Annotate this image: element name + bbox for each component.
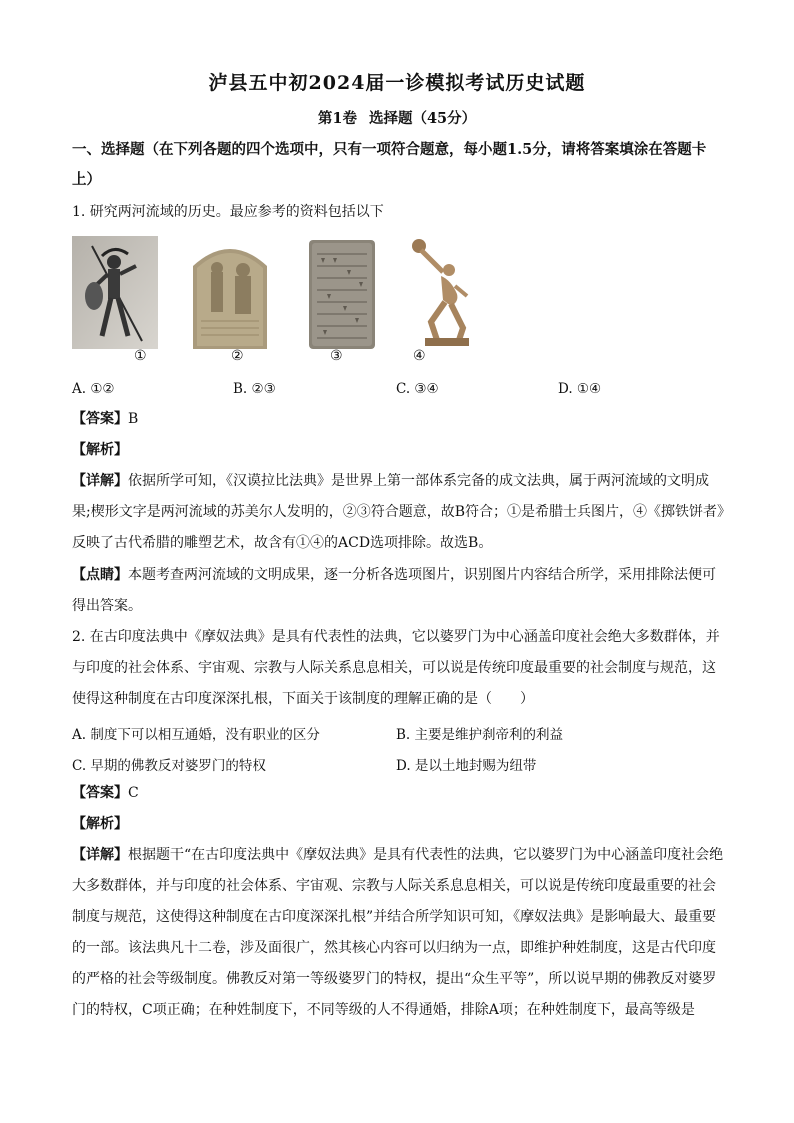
- answer-value: C: [128, 785, 139, 801]
- q2-option-d: D. 是以土地封赐为纽带: [396, 758, 537, 774]
- q2-analysis-tag: [72, 809, 724, 840]
- q2-option-b: B. 主要是维护刹帝利的利益: [396, 727, 564, 743]
- answer-tag: 【答案】: [72, 785, 128, 801]
- detail-text: 根据题干“在古印度法典中《摩奴法典》是具有代表性的法典，它以婆罗门为中心涵盖印度社会绝大多数群体，并与印度的社会体系、宇宙观、宗教与人际关系息息相关，可以说是传统印度最重要的社会制度与规范，这使得这种制度在古印度深深扎根”并结合所学知识可知，《摩奴法典》是影响最大、最重要的一部。该法典凡十二卷，涉及面很广，然其核心内容可以归纳为一点，即维护种姓制度，这是古代印度的严格的社会等级制度。佛教反对第一等级婆罗门的特权，提出“众生平等”，所以说早期的佛教反对婆罗门的特权，C项正确；在种姓制度下，不同等级的人不得通婚，排除A项；在种姓制度下，最高等级是: [72, 847, 724, 1018]
- q1-detail: [72, 466, 724, 559]
- detail-tag: 【详解】: [72, 473, 128, 489]
- analysis-tag: 【解析】: [72, 816, 128, 832]
- q1-stem: 1. 研究两河流域的历史。最应参考的资料包括以下: [72, 204, 384, 220]
- cuneiform-tablet-image: [309, 240, 375, 349]
- q2-detail: [72, 840, 724, 1026]
- q2-option-c: C. 早期的佛教反对婆罗门的特权: [72, 758, 266, 774]
- section-heading: 一、选择题（在下列各题的四个选项中，只有一项符合题意，每小题1.5分，请将答案填涂在答题卡上）: [72, 141, 707, 188]
- section-name: 选择题（45分）: [368, 110, 477, 127]
- q1-option-d: D. ①④: [558, 381, 602, 397]
- point-tag: 【点睛】: [72, 567, 128, 583]
- q1-image-label-4: ④: [413, 348, 426, 364]
- point-text: 本题考查两河流域的文明成果，逐一分析各选项图片，识别图片内容结合所学，采用排除法便可得出答案。: [72, 567, 716, 614]
- page-title: 泸县五中初2024届一诊模拟考试历史试题: [208, 72, 586, 94]
- answer-value: B: [128, 411, 139, 427]
- q1-image-label-1: ①: [134, 348, 147, 364]
- q1-image-label-2: ②: [231, 348, 244, 364]
- q1-option-b: B. ②③: [233, 381, 276, 397]
- q1-option-c: C. ③④: [396, 381, 439, 397]
- q1-option-a: A. ①②: [72, 381, 115, 397]
- q1-point: [72, 560, 724, 622]
- q1-image-label-3: ③: [330, 348, 343, 364]
- hammurabi-stele-image: [187, 236, 273, 349]
- detail-text: 依据所学可知，《汉谟拉比法典》是世界上第一部体系完备的成文法典，属于两河流域的文明成果;楔形文字是两河流域的苏美尔人发明的，②③符合题意，故B符合；①是希腊士兵图片，④《掷铁饼者》反映了古代希腊的雕塑艺术，故含有①④的ACD选项排除。故选B。: [72, 473, 725, 551]
- q2-option-a: A. 制度下可以相互通婚，没有职业的区分: [72, 727, 320, 743]
- q1-answer: [72, 404, 724, 435]
- detail-tag: 【详解】: [72, 847, 128, 863]
- discobolus-statue-image: [407, 236, 477, 349]
- answer-tag: 【答案】: [72, 411, 128, 427]
- volume-subtitle: [0, 107, 794, 128]
- q2-answer: [72, 778, 724, 809]
- q2-stem: 2. 在古印度法典中《摩奴法典》是具有代表性的法典，它以婆罗门为中心涵盖印度社会绝大多数群体，并与印度的社会体系、宇宙观、宗教与人际关系息息相关，可以说是传统印度最重要的社会制度与规范，这使得这种制度在古印度深深扎根，下面关于该制度的理解正确的是（ ）: [72, 629, 720, 707]
- analysis-tag: 【解析】: [72, 442, 128, 458]
- volume-label: 第1卷: [317, 110, 357, 127]
- q1-analysis-tag: [72, 435, 724, 466]
- greek-soldier-image: [72, 236, 158, 349]
